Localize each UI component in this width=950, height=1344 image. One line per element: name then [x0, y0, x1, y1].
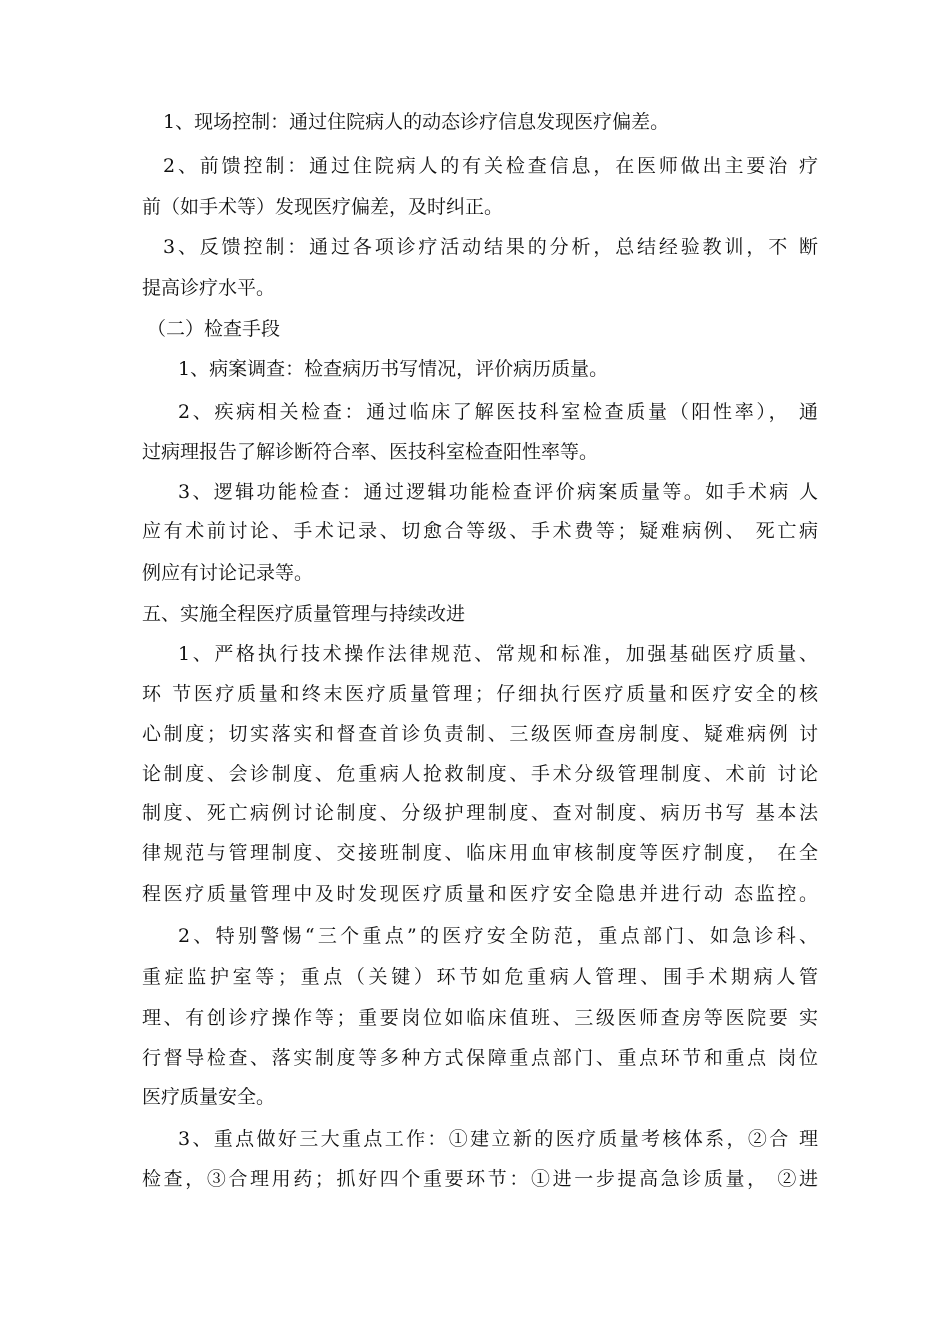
- text-line: 3、反馈控制：通过各项诊疗活动结果的分析，总结经验教训，不 断: [163, 236, 818, 258]
- text-line: 程医疗质量管理中及时发现医疗质量和医疗安全隐患并进行动 态监控。: [142, 883, 818, 905]
- text-line: 重症监护室等；重点（关键）环节如危重病人管理、围手术期病人管: [142, 966, 818, 988]
- text-line: 律规范与管理制度、交接班制度、临床用血审核制度等医疗制度， 在全: [142, 842, 818, 864]
- text-line: 过病理报告了解诊断符合率、医技科室检查阳性率等。: [142, 441, 599, 463]
- text-line: 1、现场控制：通过住院病人的动态诊疗信息发现医疗偏差。: [163, 111, 670, 133]
- text-line: 3、逻辑功能检查：通过逻辑功能检查评价病案质量等。如手术病 人: [178, 481, 818, 503]
- text-line: 环 节医疗质量和终末医疗质量管理；仔细执行医疗质量和医疗安全的核: [142, 683, 818, 705]
- text-line: 1、病案调查：检查病历书写情况，评价病历质量。: [178, 358, 609, 380]
- text-line: 检查，③合理用药；抓好四个重要环节：①进一步提高急诊质量， ②进: [142, 1168, 818, 1190]
- text-line: 医疗质量安全。: [142, 1086, 276, 1108]
- text-line: 提高诊疗水平。: [142, 277, 276, 299]
- section-heading: 五、实施全程医疗质量管理与持续改进: [142, 603, 466, 625]
- text-line: 制度、死亡病例讨论制度、分级护理制度、查对制度、病历书写 基本法: [142, 802, 818, 824]
- text-line: 前（如手术等）发现医疗偏差，及时纠正。: [142, 196, 504, 218]
- section-heading: （二）检查手段: [147, 318, 281, 340]
- text-line: 3、重点做好三大重点工作：①建立新的医疗质量考核体系，②合 理: [178, 1128, 818, 1150]
- text-line: 1、严格执行技术操作法律规范、常规和标准，加强基础医疗质量、: [178, 643, 818, 665]
- text-line: 2、疾病相关检查：通过临床了解医技科室检查质量（阳性率）， 通: [178, 401, 818, 423]
- text-line: 2、特别警惕“三个重点”的医疗安全防范，重点部门、如急诊科、: [178, 925, 818, 947]
- text-line: 应有术前讨论、手术记录、切愈合等级、手术费等；疑难病例、 死亡病: [142, 520, 818, 542]
- text-line: 心制度；切实落实和督查首诊负责制、三级医师查房制度、疑难病例 讨: [142, 723, 818, 745]
- text-line: 行督导检查、落实制度等多种方式保障重点部门、重点环节和重点 岗位: [142, 1047, 818, 1069]
- text-line: 例应有讨论记录等。: [142, 562, 314, 584]
- text-line: 2、前馈控制：通过住院病人的有关检查信息，在医师做出主要治 疗: [163, 155, 818, 177]
- text-line: 理、有创诊疗操作等；重要岗位如临床值班、三级医师查房等医院要 实: [142, 1007, 818, 1029]
- text-line: 论制度、会诊制度、危重病人抢救制度、手术分级管理制度、术前 讨论: [142, 763, 818, 785]
